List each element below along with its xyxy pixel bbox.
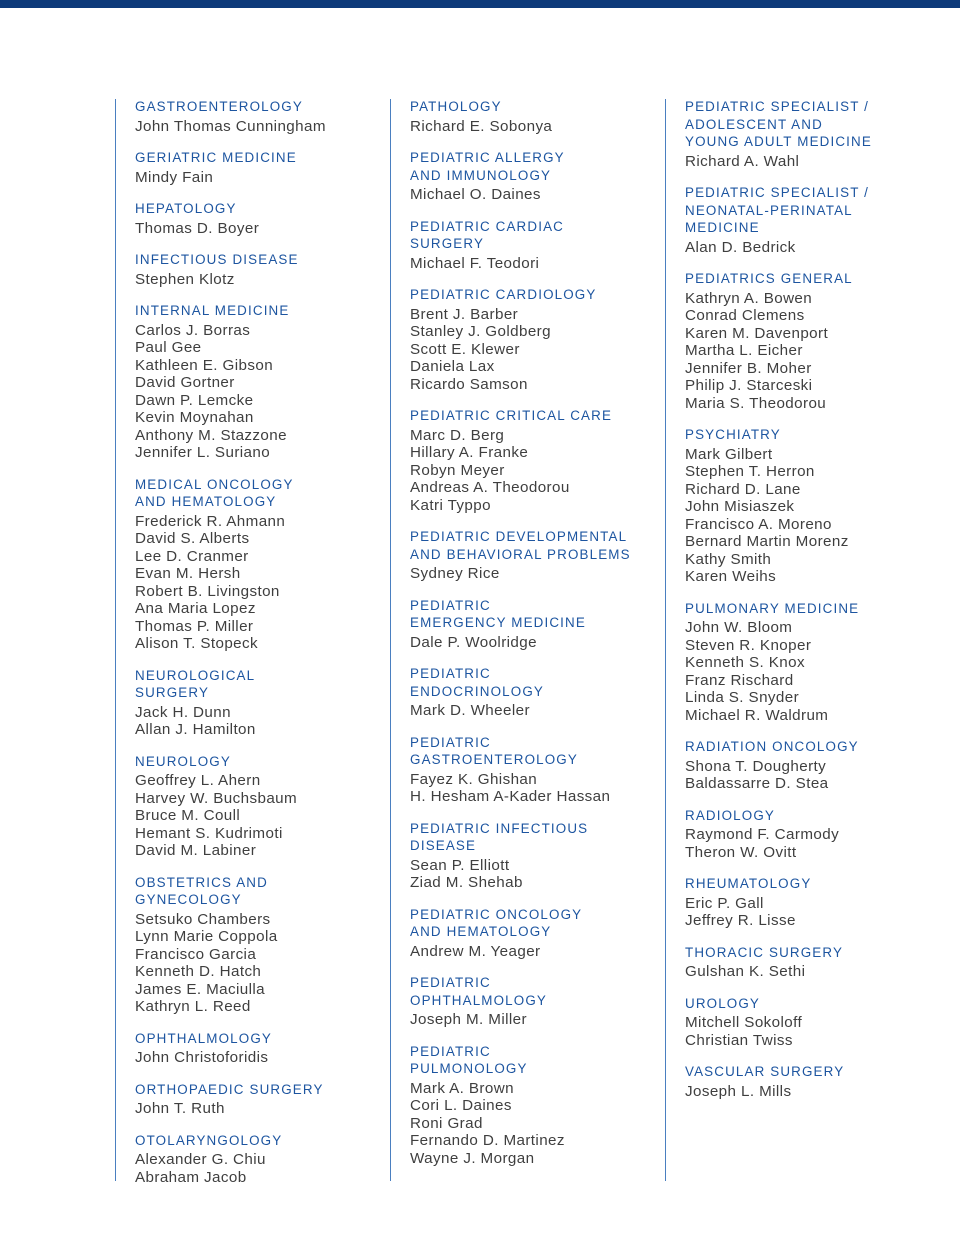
physician-name: Paul Gee	[135, 339, 202, 356]
specialty-section	[410, 407, 650, 514]
physician-list	[410, 943, 650, 961]
directory-column-1	[135, 98, 375, 1200]
physician-name: Stanley J. Goldberg	[410, 323, 551, 340]
physician-name: Marc D. Berg	[410, 426, 505, 444]
specialty-heading: PEDIATRIC CRITICAL CARE	[410, 408, 613, 423]
specialty-heading: THORACIC SURGERY	[685, 944, 844, 960]
specialty-heading: PEDIATRIC ENDOCRINOLOGY	[410, 666, 544, 699]
column-rule	[665, 99, 666, 1181]
physician-name: Richard D. Lane	[685, 480, 801, 498]
physician-name: Roni Grad	[410, 1114, 483, 1132]
specialty-heading: PEDIATRIC INFECTIOUS DISEASE	[410, 820, 589, 853]
specialty-heading: PEDIATRIC SPECIALIST / NEONATAL-PERINATAL MEDICINE	[685, 185, 870, 235]
specialty-heading: OTOLARYNGOLOGY	[135, 1132, 283, 1148]
physician-name: Richard A. Wahl	[685, 152, 800, 170]
physician-name: Kenneth D. Hatch	[135, 963, 262, 980]
physician-list	[135, 169, 375, 187]
specialty-heading: OPHTHALMOLOGY	[135, 1030, 272, 1046]
specialty-section	[410, 1043, 650, 1168]
specialty-section	[410, 149, 650, 204]
physician-name: Shona T. Dougherty	[685, 757, 827, 775]
physician-name: Stephen T. Herron	[685, 463, 815, 480]
physician-name: Raymond F. Carmody	[685, 826, 840, 843]
specialty-heading: PULMONARY MEDICINE	[685, 600, 860, 616]
physician-list	[135, 911, 375, 1016]
specialty-heading: INTERNAL MEDICINE	[135, 303, 290, 318]
specialty-heading: PSYCHIATRY	[685, 427, 781, 442]
column-rule	[390, 99, 391, 1181]
physician-name: Francisco A. Moreno	[685, 515, 832, 533]
physician-name: Eric P. Gall	[685, 894, 764, 912]
physician-name: Harvey W. Buchsbaum	[135, 789, 298, 807]
physician-list	[685, 290, 925, 413]
physician-name: Theron W. Ovitt	[685, 843, 797, 861]
physician-name: Kathleen E. Gibson	[135, 356, 274, 374]
physician-list	[685, 758, 925, 793]
physician-name: Andrew M. Yeager	[410, 942, 541, 960]
specialty-section	[685, 875, 925, 930]
physician-list	[685, 963, 925, 981]
physician-name: Alison T. Stopeck	[135, 635, 259, 652]
specialty-heading: INFECTIOUS DISEASE	[135, 252, 299, 267]
specialty-heading: VASCULAR SURGERY	[685, 1064, 845, 1079]
physician-name: Kenneth S. Knox	[685, 654, 805, 671]
physician-name: David Gortner	[135, 374, 235, 391]
physician-list	[685, 239, 925, 257]
physician-list	[135, 1049, 375, 1067]
physician-name: Ricardo Samson	[410, 375, 528, 393]
physician-name: Conrad Clemens	[685, 307, 805, 324]
physician-name: Steven R. Knoper	[685, 636, 812, 654]
column-rule	[115, 99, 116, 1181]
physician-list	[410, 427, 650, 515]
specialty-section	[410, 286, 650, 393]
physician-name: Joseph L. Mills	[685, 1082, 792, 1100]
physician-name: Francisco Garcia	[135, 945, 257, 963]
physician-name: Hillary A. Franke	[410, 444, 529, 461]
specialty-section	[135, 476, 375, 653]
specialty-section	[410, 597, 650, 652]
specialty-section	[685, 270, 925, 412]
physician-list	[685, 619, 925, 724]
specialty-section	[685, 184, 925, 256]
physician-name: Bruce M. Coull	[135, 807, 241, 824]
specialty-heading: PEDIATRIC ONCOLOGY AND HEMATOLOGY	[410, 906, 583, 939]
physician-name: John Thomas Cunningham	[135, 117, 326, 135]
specialty-section	[410, 665, 650, 720]
physician-list	[685, 1014, 925, 1049]
physician-name: Frederick R. Ahmann	[135, 512, 286, 530]
physician-name: David M. Labiner	[135, 842, 257, 859]
physician-list	[135, 772, 375, 860]
physician-name: Mindy Fain	[135, 168, 214, 186]
specialty-section	[410, 734, 650, 806]
physician-name: Hemant S. Kudrimoti	[135, 824, 283, 842]
physician-name: Evan M. Hersh	[135, 565, 241, 582]
physician-list	[410, 771, 650, 806]
specialty-heading: HEPATOLOGY	[135, 201, 237, 216]
physician-list	[135, 322, 375, 462]
physician-name: Anthony M. Stazzone	[135, 426, 287, 444]
physician-name: Andreas A. Theodorou	[410, 479, 570, 496]
physician-name: Franz Rischard	[685, 671, 794, 689]
specialty-section	[410, 974, 650, 1029]
specialty-section	[135, 1132, 375, 1187]
physician-name: Daniela Lax	[410, 358, 495, 375]
specialty-section	[685, 944, 925, 981]
physician-list	[410, 255, 650, 273]
specialty-section	[135, 753, 375, 860]
physician-name: Thomas P. Miller	[135, 617, 254, 635]
physician-name: Katri Typpo	[410, 496, 491, 514]
physician-name: Michael R. Waldrum	[685, 706, 829, 724]
physician-name: Christian Twiss	[685, 1031, 793, 1049]
physician-name: Martha L. Eicher	[685, 342, 803, 359]
directory-column-2	[410, 98, 650, 1181]
top-header-bar	[0, 0, 960, 8]
physician-name: Kevin Moynahan	[135, 409, 254, 426]
physician-name: Cori L. Daines	[410, 1097, 512, 1114]
specialty-section	[685, 600, 925, 725]
physician-list	[135, 271, 375, 289]
physician-name: Mitchell Sokoloff	[685, 1014, 803, 1031]
physician-name: Kathy Smith	[685, 550, 772, 568]
specialty-heading: RHEUMATOLOGY	[685, 876, 812, 891]
physician-list	[410, 118, 650, 136]
physician-name: Stephen Klotz	[135, 270, 235, 288]
physician-name: Jennifer B. Moher	[685, 359, 812, 377]
specialty-heading: ORTHOPAEDIC SURGERY	[135, 1081, 324, 1097]
specialty-section	[135, 302, 375, 462]
physician-list	[410, 565, 650, 583]
physician-list	[685, 446, 925, 586]
physician-name: Carlos J. Borras	[135, 321, 251, 339]
specialty-section	[685, 738, 925, 793]
physician-name: Baldassarre D. Stea	[685, 775, 829, 792]
physician-name: James E. Maciulla	[135, 980, 266, 998]
specialty-section	[135, 251, 375, 288]
physician-list	[135, 118, 375, 136]
physician-name: Kathryn A. Bowen	[685, 289, 813, 307]
physician-list	[410, 857, 650, 892]
directory-column-3	[685, 98, 925, 1114]
physician-name: Mark D. Wheeler	[410, 702, 530, 719]
specialty-section	[410, 820, 650, 892]
physician-name: Jack H. Dunn	[135, 703, 231, 721]
specialty-section	[410, 98, 650, 135]
specialty-heading: MEDICAL ONCOLOGY AND HEMATOLOGY	[135, 476, 294, 509]
specialty-heading: NEUROLOGICAL SURGERY	[135, 667, 256, 700]
physician-name: Allan J. Hamilton	[135, 721, 256, 738]
physician-list	[410, 1080, 650, 1168]
physician-name: Fernando D. Martinez	[410, 1132, 565, 1149]
physician-list	[410, 186, 650, 204]
physician-name: Kathryn L. Reed	[135, 998, 251, 1015]
specialty-section	[410, 528, 650, 583]
physician-list	[135, 1100, 375, 1118]
specialty-section	[410, 906, 650, 961]
physician-name: Sean P. Elliott	[410, 856, 510, 874]
physician-name: Brent J. Barber	[410, 305, 519, 323]
physician-name: Setsuko Chambers	[135, 910, 271, 928]
physician-name: Gulshan K. Sethi	[685, 963, 806, 980]
physician-list	[410, 634, 650, 652]
physician-name: John Christoforidis	[135, 1049, 269, 1066]
physician-name: Philip J. Starceski	[685, 377, 813, 394]
specialty-heading: GASTROENTEROLOGY	[135, 99, 303, 114]
physician-name: John T. Ruth	[135, 1100, 225, 1117]
physician-name: Alexander G. Chiu	[135, 1151, 266, 1168]
specialty-heading: RADIOLOGY	[685, 807, 775, 823]
physician-name: Robyn Meyer	[410, 461, 505, 479]
specialty-section	[685, 426, 925, 586]
specialty-section	[685, 1063, 925, 1100]
physician-list	[685, 1083, 925, 1101]
specialty-heading: PEDIATRIC EMERGENCY MEDICINE	[410, 597, 586, 630]
physician-name: Michael F. Teodori	[410, 254, 540, 272]
physician-list	[410, 1011, 650, 1029]
physician-name: Bernard Martin Morenz	[685, 533, 849, 550]
physician-list	[135, 704, 375, 739]
specialty-heading: PEDIATRIC CARDIAC SURGERY	[410, 218, 564, 251]
physician-list	[135, 513, 375, 653]
physician-name: Ana Maria Lopez	[135, 600, 256, 617]
specialty-section	[410, 218, 650, 273]
physician-name: Sydney Rice	[410, 565, 500, 582]
physician-name: Karen Weihs	[685, 568, 777, 585]
physician-name: John W. Bloom	[685, 619, 793, 636]
specialty-heading: PEDIATRIC SPECIALIST / ADOLESCENT AND YOUNG ADULT MEDICINE	[685, 99, 872, 149]
physician-list	[685, 153, 925, 171]
physician-list	[410, 702, 650, 720]
physician-list	[135, 1151, 375, 1186]
specialty-heading: PEDIATRIC CARDIOLOGY	[410, 287, 597, 302]
specialty-heading: UROLOGY	[685, 995, 761, 1011]
specialty-heading: PEDIATRIC GASTROENTEROLOGY	[410, 734, 578, 767]
specialty-heading: GERIATRIC MEDICINE	[135, 150, 297, 165]
physician-name: Fayez K. Ghishan	[410, 770, 538, 788]
physician-name: Dale P. Woolridge	[410, 633, 537, 651]
physician-name: John Misiaszek	[685, 498, 795, 515]
specialty-section	[135, 149, 375, 186]
specialty-section	[685, 807, 925, 862]
physician-name: Lee D. Cranmer	[135, 547, 249, 565]
physician-name: Karen M. Davenport	[685, 324, 829, 342]
specialty-heading: NEUROLOGY	[135, 753, 231, 769]
specialty-section	[135, 98, 375, 135]
specialty-heading: PEDIATRIC ALLERGY AND IMMUNOLOGY	[410, 150, 565, 183]
specialty-heading: PATHOLOGY	[410, 99, 502, 114]
physician-name: David S. Alberts	[135, 530, 250, 547]
physician-name: Wayne J. Morgan	[410, 1149, 535, 1167]
physician-name: Thomas D. Boyer	[135, 219, 260, 237]
specialty-heading: PEDIATRIC DEVELOPMENTAL AND BEHAVIORAL PROBLEMS	[410, 529, 631, 562]
physician-name: Jennifer L. Suriano	[135, 444, 271, 461]
physician-name: Mark A. Brown	[410, 1079, 514, 1097]
physician-name: Ziad M. Shehab	[410, 874, 523, 891]
specialty-heading: PEDIATRICS GENERAL	[685, 271, 853, 286]
physician-name: Joseph M. Miller	[410, 1011, 527, 1028]
specialty-section	[135, 1081, 375, 1118]
physician-name: Mark Gilbert	[685, 445, 773, 463]
physician-name: Alan D. Bedrick	[685, 238, 796, 256]
specialty-section	[685, 98, 925, 170]
specialty-section	[135, 1030, 375, 1067]
physician-name: Abraham Jacob	[135, 1168, 247, 1186]
specialty-heading: OBSTETRICS AND GYNECOLOGY	[135, 874, 268, 907]
physician-name: Scott E. Klewer	[410, 340, 520, 358]
physician-name: Richard E. Sobonya	[410, 117, 553, 135]
specialty-section	[135, 200, 375, 237]
physician-name: Geoffrey L. Ahern	[135, 772, 261, 789]
specialty-heading: RADIATION ONCOLOGY	[685, 739, 859, 754]
physician-name: Jeffrey R. Lisse	[685, 912, 796, 929]
physician-list	[135, 220, 375, 238]
physician-name: Lynn Marie Coppola	[135, 928, 278, 945]
specialty-section	[685, 995, 925, 1050]
specialty-section	[135, 667, 375, 739]
physician-name: Dawn P. Lemcke	[135, 391, 254, 409]
physician-list	[685, 895, 925, 930]
physician-name: H. Hesham A-Kader Hassan	[410, 788, 611, 805]
physician-name: Maria S. Theodorou	[685, 394, 827, 412]
specialty-section	[135, 874, 375, 1016]
physician-list	[685, 826, 925, 861]
physician-name: Linda S. Snyder	[685, 689, 800, 706]
specialty-heading: PEDIATRIC PULMONOLOGY	[410, 1043, 528, 1076]
physician-list	[410, 306, 650, 394]
physician-name: Robert B. Livingston	[135, 582, 280, 600]
physician-name: Michael O. Daines	[410, 186, 541, 203]
specialty-heading: PEDIATRIC OPHTHALMOLOGY	[410, 975, 547, 1008]
